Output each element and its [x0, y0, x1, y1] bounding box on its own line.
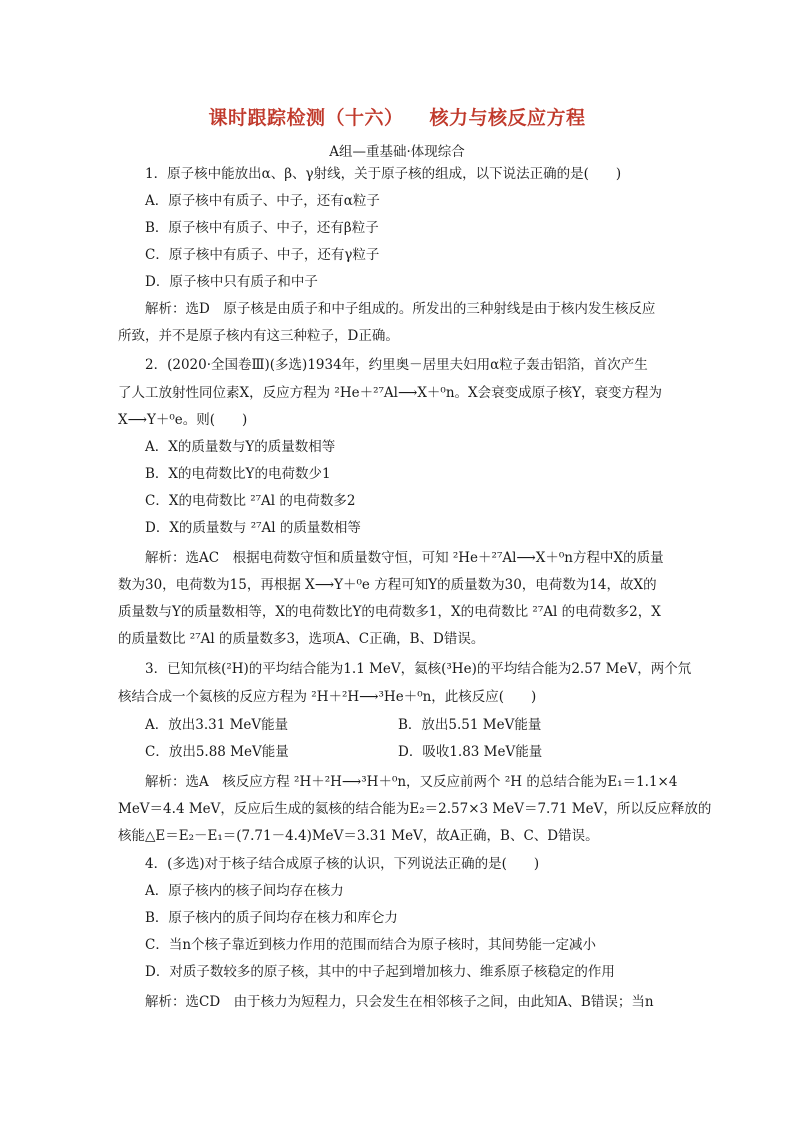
q2-stem: 2．(2020·全国卷Ⅲ)(多选)1934年，约里奥－居里夫妇用α粒子轰击铝箔，首次产生: [145, 357, 648, 373]
q1-analysis-cont: 所致，并不是原子核内有这三种粒子，D正确。: [118, 328, 399, 344]
q3-stem-cont: 核结合成一个氦核的反应方程为 ²H＋²H⟶³He＋⁰n，此核反应( ): [118, 689, 537, 705]
q3-option-b: B．放出5.51 MeV能量: [398, 717, 542, 733]
q4-option-c: C．当n个核子靠近到核力作用的范围而结合为原子核时，其间势能一定减小: [145, 937, 597, 953]
q2-analysis-cont3: 的质量数比 ²⁷Al 的质量数多3，选项A、C正确，B、D错误。: [118, 631, 485, 647]
q1-stem: 1．原子核中能放出α、β、γ射线，关于原子核的组成，以下说法正确的是( ): [145, 166, 622, 182]
q1-option-c: C．原子核中有质子、中子，还有γ粒子: [145, 247, 380, 263]
q2-option-d: D．X的质量数与 ²⁷Al 的质量数相等: [145, 520, 361, 536]
q2-option-a: A．X的质量数与Y的质量数相等: [145, 439, 336, 455]
q4-option-d: D．对质子数较多的原子核，其中的中子起到增加核力、维系原子核稳定的作用: [145, 964, 615, 980]
q2-option-b: B．X的电荷数比Y的电荷数少1: [145, 466, 331, 482]
q4-option-b: B．原子核内的质子间均存在核力和库仑力: [145, 910, 398, 926]
section-heading: A组—重基础·体现综合: [329, 144, 465, 160]
q2-option-c: C．X的电荷数比 ²⁷Al 的电荷数多2: [145, 493, 356, 509]
title-part1: 课时跟踪检测（十六）: [208, 107, 404, 129]
q3-analysis: 解析：选A 核反应方程 ²H＋²H⟶³H＋⁰n，又反应前两个 ²H 的总结合能为E₁＝1.1×4: [145, 774, 678, 790]
q1-analysis: 解析：选D 原子核是由质子和中子组成的。所发出的三种射线是由于核内发生核反应: [145, 301, 656, 317]
q2-analysis-cont2: 质量数与Y的质量数相等，X的电荷数比Y的电荷数多1，X的电荷数比 ²⁷Al 的电荷数多2，X: [118, 604, 661, 620]
q3-option-c: C．放出5.88 MeV能量: [145, 744, 289, 760]
q2-stem-cont2: X⟶Y＋⁰e。则( ): [118, 412, 248, 428]
q1-option-a: A．原子核中有质子、中子，还有α粒子: [145, 193, 380, 209]
page-title: [0, 103, 794, 130]
q1-option-d: D．原子核中只有质子和中子: [145, 274, 318, 290]
q2-analysis: 解析：选AC 根据电荷数守恒和质量数守恒，可知 ²He＋²⁷Al⟶X＋⁰n方程中X的质量: [145, 550, 664, 566]
q3-stem: 3．已知氘核(²H)的平均结合能为1.1 MeV，氦核(³He)的平均结合能为2.57 MeV，两个氘: [145, 661, 692, 677]
q1-option-b: B．原子核中有质子、中子，还有β粒子: [145, 220, 379, 236]
q2-stem-cont: 了人工放射性同位素X，反应方程为 ²He＋²⁷Al⟶X＋⁰n。X会衰变成原子核Y，衰变方程为: [118, 385, 663, 401]
q3-analysis-cont: MeV＝4.4 MeV，反应后生成的氦核的结合能为E₂＝2.57×3 MeV＝7.71 MeV，所以反应释放的: [118, 801, 712, 817]
q3-analysis-cont2: 核能△E＝E₂－E₁＝(7.71－4.4)MeV＝3.31 MeV，故A正确，B、C、D错误。: [118, 828, 599, 844]
q4-analysis: 解析：选CD 由于核力为短程力，只会发生在相邻核子之间，由此知A、B错误；当n: [145, 994, 654, 1010]
title-part2: 核力与核反应方程: [429, 107, 586, 129]
q3-option-d: D．吸收1.83 MeV能量: [398, 744, 543, 760]
q4-option-a: A．原子核内的核子间均存在核力: [145, 883, 344, 899]
q2-analysis-cont: 数为30，电荷数为15，再根据 X⟶Y＋⁰e 方程可知Y的质量数为30，电荷数为14，故X的: [118, 577, 657, 593]
q4-stem: 4．(多选)对于核子结合成原子核的认识，下列说法正确的是( ): [145, 856, 540, 872]
q3-option-a: A．放出3.31 MeV能量: [145, 717, 289, 733]
